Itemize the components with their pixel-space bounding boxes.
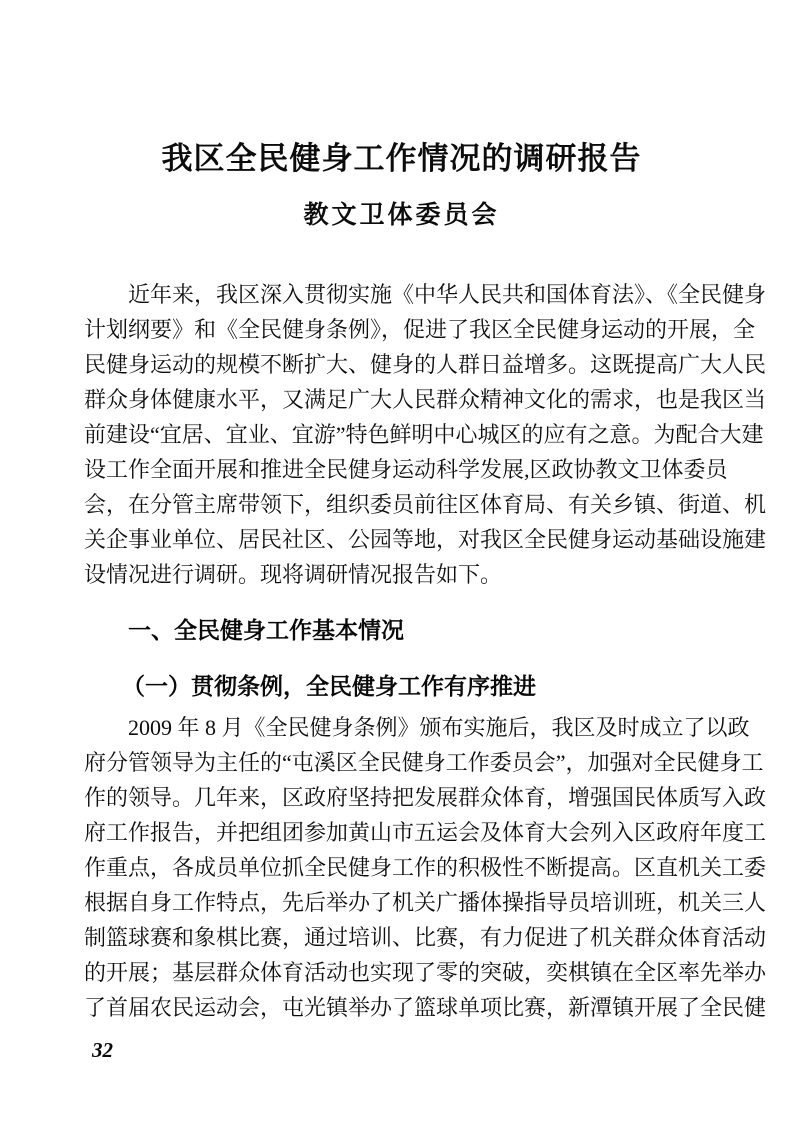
paragraph-2 <box>84 710 767 1025</box>
text-line: 设情况进行调研。现将调研情况报告如下。 <box>84 562 503 587</box>
text-line: 制篮球赛和象棋比赛，通过培训、比赛，有力促进了机关群众体育活动 <box>84 925 767 950</box>
text-line: 关企事业单位、居民社区、公园等地，对我区全民健身运动基础设施建 <box>84 527 767 552</box>
text-line: 根据自身工作特点，先后举办了机关广播体操指导员培训班，机关三人 <box>84 890 767 915</box>
text-line: 府工作报告，并把组团参加黄山市五运会及体育大会列入区政府年度工 <box>84 820 767 845</box>
subsection-heading: （一）贯彻条例，全民健身工作有序推进 <box>122 673 536 699</box>
text-line: 2009 年 8 月《全民健身条例》颁布实施后，我区及时成立了以政 <box>128 715 750 740</box>
paragraph-1 <box>84 277 767 592</box>
text-line: 设工作全面开展和推进全民健身运动科学发展,区政协教文卫体委员 <box>84 457 728 482</box>
text-line: 近年来，我区深入贯彻实施《中华人民共和国体育法》、《全民健身 <box>128 282 767 307</box>
document-title: 我区全民健身工作情况的调研报告 <box>161 141 642 176</box>
text-line: 会，在分管主席带领下，组织委员前往区体育局、有关乡镇、街道、机 <box>84 492 767 517</box>
text-line: 群众身体健康水平，又满足广大人民群众精神文化的需求，也是我区当 <box>84 387 767 412</box>
text-line: 了首届农民运动会，屯光镇举办了篮球单项比赛，新潭镇开展了全民健 <box>84 995 767 1020</box>
text-line: 的开展；基层群众体育活动也实现了零的突破，奕棋镇在全区率先举办 <box>84 960 767 985</box>
document-byline: 教文卫体委员会 <box>303 202 500 229</box>
text-line: 府分管领导为主任的“屯溪区全民健身工作委员会”，加强对全民健身工 <box>84 750 764 775</box>
text-line: 作的领导。几年来，区政府坚持把发展群众体育，增强国民体质写入政 <box>84 785 767 810</box>
text-line: 计划纲要》和《全民健身条例》，促进了我区全民健身运动的开展，全 <box>84 317 756 342</box>
page-number: 32 <box>92 1038 113 1062</box>
text-line: 民健身运动的规模不断扩大、健身的人群日益增多。这既提高广大人民 <box>84 352 767 377</box>
text-line: 作重点，各成员单位抓全民健身工作的积极性不断提高。区直机关工委 <box>84 855 767 880</box>
section-heading: 一、全民健身工作基本情况 <box>128 617 404 643</box>
text-line: 前建设“宜居、宜业、宜游”特色鲜明中心城区的应有之意。为配合大建 <box>84 422 764 447</box>
